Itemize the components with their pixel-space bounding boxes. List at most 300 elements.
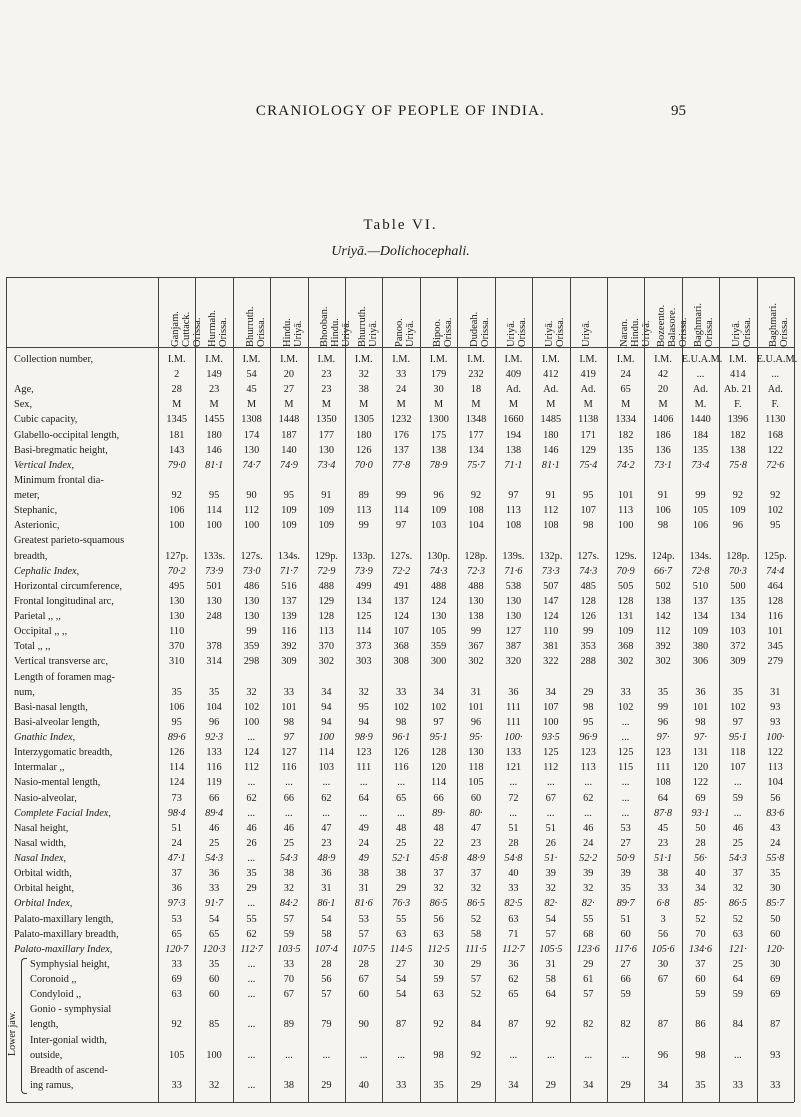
- table-cell: 177: [318, 429, 335, 441]
- table-cell: 137: [692, 595, 709, 607]
- table-cell: 130: [243, 611, 260, 623]
- row-label: Basi-nasal length,: [14, 701, 88, 713]
- table-cell: 31: [770, 686, 781, 698]
- table-cell: 60: [470, 792, 482, 804]
- table-cell: ...: [397, 807, 406, 819]
- row-label: Nasal width,: [14, 837, 67, 849]
- table-cell: 73·3: [541, 565, 560, 577]
- table-cell: 64: [732, 974, 744, 986]
- table-cell: 74·2: [616, 459, 635, 471]
- column-header: [693, 283, 716, 347]
- table-cell: 58: [545, 974, 556, 986]
- table-cell: ...: [285, 777, 293, 789]
- table-cell: 98: [583, 701, 594, 713]
- running-title: CRANIOLOGY OF PEOPLE OF INDIA.: [255, 103, 546, 119]
- table-cell: 29: [620, 1079, 631, 1091]
- row-label: Orbital Index,: [14, 898, 73, 910]
- table-cell: 135: [730, 595, 746, 607]
- table-cell: 65: [620, 384, 631, 396]
- column-header: [506, 283, 529, 347]
- table-cell: 104: [206, 701, 222, 713]
- table-cell: I.M.: [167, 354, 186, 365]
- table-cell: 168: [767, 429, 783, 441]
- table-cell: 98: [657, 520, 669, 532]
- table-cell: 98: [396, 716, 407, 728]
- table-cell: ...: [584, 777, 593, 789]
- table-cell: 134·6: [688, 943, 713, 955]
- table-cell: ...: [247, 958, 256, 970]
- table-cell: 86·5: [429, 898, 448, 910]
- table-cell: 85: [208, 1019, 220, 1031]
- table-cell: 137: [281, 595, 297, 607]
- table-cell: ...: [322, 777, 331, 789]
- table-cell: 130: [468, 747, 484, 759]
- table-cell: 24: [396, 384, 407, 396]
- table-cell: ...: [247, 1019, 256, 1031]
- table-cell: 55: [246, 913, 257, 925]
- table-cell: 23: [208, 384, 220, 396]
- table-cell: 133p.: [352, 550, 376, 562]
- table-cell: 138: [730, 444, 746, 456]
- table-cell: 123·6: [576, 943, 600, 955]
- table-cell: 66: [620, 974, 631, 986]
- column-header-text: Bhurruth. Uriyā.: [356, 306, 379, 347]
- table-cell: 130: [243, 444, 260, 456]
- table-cell: 60: [208, 974, 220, 986]
- table-cell: ...: [247, 853, 256, 865]
- table-cell: 118: [730, 747, 746, 759]
- table-cell: 310: [168, 656, 185, 668]
- table-cell: 70: [695, 928, 706, 940]
- table-cell: Ab. 21: [723, 384, 752, 396]
- table-cell: 112·5: [427, 943, 450, 955]
- table-cell: 34: [433, 686, 444, 698]
- table-cell: 36: [695, 686, 706, 698]
- table-cell: 130: [168, 611, 185, 623]
- table-bottom-rule: [6, 1102, 794, 1103]
- column-header-text: Bozeento. Balasore. Orissa.: [656, 304, 690, 347]
- table-cell: 107: [730, 762, 746, 774]
- table-cell: 89·6: [167, 732, 186, 744]
- table-cell: 60: [358, 989, 369, 1001]
- table-cell: 25: [732, 837, 744, 849]
- table-cell: ...: [397, 1049, 406, 1061]
- table-cell: 52: [470, 989, 482, 1001]
- table-cell: 177: [468, 429, 484, 441]
- row-label: Orbital width,: [14, 868, 72, 880]
- table-cell: 64: [358, 792, 369, 804]
- table-cell: 72·6: [766, 459, 785, 471]
- lower-jaw-label: Lower jaw.: [7, 1011, 18, 1056]
- row-label: ing ramus,: [30, 1079, 74, 1091]
- table-cell: 279: [767, 656, 783, 668]
- table-cell: 102: [767, 505, 783, 517]
- table-cell: 111: [356, 762, 372, 774]
- table-cell: 1348: [465, 414, 487, 426]
- table-cell: 1485: [540, 414, 562, 426]
- table-cell: 126: [356, 444, 372, 456]
- table-cell: 1300: [428, 414, 449, 426]
- table-cell: Ad.: [692, 384, 709, 396]
- table-cell: 92: [470, 490, 482, 502]
- table-cell: 130: [243, 595, 260, 607]
- table-cell: 57: [321, 989, 332, 1001]
- table-cell: 95·: [469, 732, 483, 744]
- column-header: [244, 283, 267, 347]
- table-cell: 94: [321, 701, 332, 713]
- row-label: Orbital height,: [14, 883, 75, 895]
- table-cell: 137: [393, 444, 409, 456]
- table-cell: 128p.: [464, 550, 488, 562]
- table-cell: ...: [734, 1049, 742, 1061]
- table-cell: 1350: [316, 414, 337, 426]
- table-cell: 98: [283, 716, 295, 728]
- table-cell: ...: [546, 807, 555, 819]
- table-cell: 372: [730, 641, 746, 653]
- table-cell: 97: [732, 716, 744, 728]
- table-cell: 180: [356, 429, 372, 441]
- table-cell: 127s.: [390, 550, 413, 562]
- table-cell: 95: [283, 490, 295, 502]
- table-cell: 35: [770, 868, 781, 880]
- table-cell: 121: [505, 762, 522, 774]
- table-cell: 92: [433, 1019, 444, 1031]
- table-cell: 42: [657, 369, 669, 381]
- table-cell: 46: [246, 822, 257, 834]
- table-cell: 488: [430, 580, 447, 592]
- table-cell: 23: [657, 837, 669, 849]
- table-cell: 81·1: [541, 459, 560, 471]
- table-cell: 89·7: [616, 898, 635, 910]
- column-header-text: Bhooban. Hindu. Uriyā.: [319, 306, 353, 347]
- row-label: Nasal Index,: [14, 853, 67, 865]
- table-cell: 24: [620, 369, 631, 381]
- table-cell: 128: [580, 595, 596, 607]
- table-cell: 125: [543, 747, 559, 759]
- table-cell: 92: [470, 1049, 482, 1061]
- table-cell: 381: [543, 641, 559, 653]
- table-cell: 1406: [652, 414, 674, 426]
- table-cell: 96·1: [392, 732, 411, 744]
- table-cell: 129: [580, 444, 596, 456]
- table-cell: M: [172, 399, 182, 411]
- column-header-text: Ganjam. Cuttack. Orissa.: [169, 311, 203, 347]
- table-cell: 114: [431, 777, 447, 789]
- table-cell: 67: [657, 974, 669, 986]
- table-cell: 94: [321, 716, 332, 728]
- table-cell: 98: [583, 520, 594, 532]
- table-cell: 138: [468, 611, 484, 623]
- table-cell: 37: [171, 868, 182, 880]
- table-cell: 33: [620, 686, 631, 698]
- table-cell: M: [434, 399, 444, 411]
- table-cell: 392: [655, 641, 671, 653]
- table-cell: ...: [509, 807, 518, 819]
- row-label: Occipital ,, ,,: [14, 626, 68, 638]
- table-cell: 100: [243, 520, 260, 532]
- table-cell: 124: [243, 747, 260, 759]
- table-cell: 116: [767, 611, 783, 623]
- table-cell: 105: [692, 505, 709, 517]
- table-cell: 129: [318, 595, 335, 607]
- table-cell: 128: [430, 747, 447, 759]
- table-cell: 72·8: [691, 565, 710, 577]
- table-cell: 409: [505, 369, 522, 381]
- row-label: Total ,, ,,: [14, 641, 51, 653]
- table-cell: 359: [430, 641, 447, 653]
- row-label: Intermalar ,,: [14, 762, 65, 774]
- table-cell: 131: [692, 747, 709, 759]
- table-cell: M: [471, 399, 481, 411]
- table-cell: 109: [281, 505, 297, 517]
- table-cell: 87·8: [654, 807, 673, 819]
- table-cell: 359: [243, 641, 260, 653]
- table-cell: 127p.: [165, 550, 189, 562]
- table-cell: 74·3: [429, 565, 448, 577]
- table-cell: 29: [321, 1079, 332, 1091]
- table-cell: 109: [281, 520, 297, 532]
- table-cell: 96: [470, 716, 482, 728]
- table-cell: 96·9: [579, 732, 598, 744]
- table-cell: 72·3: [466, 565, 485, 577]
- row-label: num,: [14, 686, 35, 698]
- table-cell: 112: [543, 762, 559, 774]
- table-cell: 50: [695, 822, 706, 834]
- table-cell: 130: [430, 611, 447, 623]
- table-cell: 112: [543, 505, 559, 517]
- table-cell: 80·: [469, 807, 483, 819]
- table-cell: 53: [620, 822, 631, 834]
- table-cell: 99: [657, 701, 669, 713]
- column-header-text: Baghmari. Orissa.: [768, 302, 791, 347]
- table-cell: 128: [617, 595, 634, 607]
- table-cell: 62: [246, 792, 257, 804]
- table-cell: 64: [657, 792, 669, 804]
- table-cell: 137: [393, 595, 409, 607]
- table-cell: 306: [692, 656, 709, 668]
- table-cell: 35: [208, 958, 220, 970]
- table-cell: 47: [321, 822, 332, 834]
- table-cell: 134: [468, 444, 484, 456]
- table-cell: I.M.: [205, 354, 223, 365]
- table-cell: 108: [468, 505, 484, 517]
- table-cell: I.M.: [616, 354, 635, 365]
- row-label: Horizontal circumference,: [14, 580, 123, 592]
- table-cell: I.M.: [467, 354, 485, 365]
- table-cell: 63: [433, 928, 444, 940]
- table-cell: 22: [433, 837, 444, 849]
- table-cell: 187: [281, 429, 297, 441]
- table-cell: 102: [430, 701, 447, 713]
- table-cell: 95: [208, 490, 220, 502]
- column-header: [582, 283, 594, 347]
- table-cell: 72: [508, 792, 519, 804]
- table-cell: ...: [247, 989, 256, 1001]
- table-cell: 414: [730, 369, 746, 381]
- table-cell: 73·9: [354, 565, 373, 577]
- table-cell: I.M.: [280, 354, 298, 365]
- table-cell: 70: [283, 974, 295, 986]
- table-cell: ...: [247, 777, 256, 789]
- table-cell: 25: [283, 837, 295, 849]
- table-cell: 368: [617, 641, 634, 653]
- table-cell: 125p.: [763, 550, 787, 562]
- table-cell: 74·3: [579, 565, 598, 577]
- table-cell: 36: [171, 883, 182, 895]
- table-cell: 302: [655, 656, 671, 668]
- table-cell: 59: [695, 989, 706, 1001]
- table-cell: 139: [281, 611, 297, 623]
- table-cell: 102: [730, 701, 746, 713]
- table-cell: 113: [580, 762, 596, 774]
- table-cell: 100: [206, 520, 222, 532]
- table-cell: 34: [657, 1079, 669, 1091]
- table-cell: 33: [171, 958, 182, 970]
- table-cell: 55: [396, 913, 407, 925]
- row-label: Greatest parieto-squamous: [14, 535, 125, 547]
- table-cell: 33: [208, 883, 220, 895]
- table-cell: 28: [508, 837, 519, 849]
- table-cell: 99: [695, 490, 706, 502]
- table-cell: 105·5: [539, 943, 563, 955]
- table-cell: 29: [246, 883, 257, 895]
- table-cell: 106: [692, 520, 709, 532]
- table-cell: 111·5: [465, 943, 487, 955]
- table-cell: 63: [508, 913, 519, 925]
- column-header-text: Bhurruth. Orissa.: [244, 306, 267, 347]
- table-cell: 488: [468, 580, 484, 592]
- table-cell: 54·3: [728, 853, 747, 865]
- table-cell: 68: [583, 928, 594, 940]
- table-cell: 85·: [694, 898, 707, 910]
- table-cell: F.: [734, 399, 742, 411]
- table-cell: 56: [433, 913, 444, 925]
- table-cell: 134: [356, 595, 372, 607]
- table-cell: 108: [655, 777, 671, 789]
- table-cell: 510: [692, 580, 709, 592]
- table-cell: 120·: [766, 943, 785, 955]
- table-cell: ...: [359, 1049, 368, 1061]
- table-cell: M: [246, 399, 257, 411]
- table-cell: 485: [580, 580, 596, 592]
- table-cell: Ad.: [767, 384, 783, 396]
- table-cell: 1440: [690, 414, 711, 426]
- table-cell: 79·0: [167, 459, 186, 471]
- table-cell: 174: [243, 429, 260, 441]
- row-label: Sex,: [14, 399, 33, 411]
- table-cell: 130: [505, 611, 522, 623]
- table-cell: 45: [246, 384, 257, 396]
- table-cell: 117·6: [614, 943, 637, 955]
- table-cell: 109: [692, 626, 709, 638]
- table-cell: 54: [396, 989, 407, 1001]
- table-cell: 1138: [578, 414, 599, 426]
- table-cell: 128: [767, 595, 783, 607]
- table-cell: 25: [732, 958, 744, 970]
- table-cell: 29: [583, 958, 594, 970]
- column-header-text: Panoo. Uriyā.: [394, 318, 417, 347]
- table-cell: 125: [356, 611, 372, 623]
- table-cell: 113: [318, 626, 334, 638]
- table-cell: 59: [283, 928, 295, 940]
- table-cell: 171: [580, 429, 596, 441]
- table-cell: 302: [468, 656, 484, 668]
- table-cell: 97·: [694, 732, 707, 744]
- table-cell: 71·7: [279, 565, 298, 577]
- table-cell: 81·6: [354, 898, 373, 910]
- table-cell: 33: [657, 883, 669, 895]
- table-cell: ...: [696, 369, 705, 381]
- table-cell: 95: [171, 716, 182, 728]
- table-cell: 380: [692, 641, 709, 653]
- table-cell: 38: [283, 1079, 295, 1091]
- table-cell: 101: [767, 626, 783, 638]
- row-label: Length of foramen mag-: [14, 671, 115, 683]
- row-label: Breadth of ascend-: [30, 1064, 108, 1076]
- table-cell: 85·7: [766, 898, 785, 910]
- column-header: [431, 283, 454, 347]
- table-cell: 133s.: [203, 550, 226, 562]
- table-cell: 27: [620, 837, 631, 849]
- table-cell: 99: [470, 626, 482, 638]
- table-cell: I.M.: [541, 354, 560, 365]
- table-cell: 60: [620, 928, 631, 940]
- column-header: [656, 283, 690, 347]
- table-cell: 29: [545, 1079, 556, 1091]
- table-cell: 96: [208, 716, 220, 728]
- table-cell: 51: [508, 822, 519, 834]
- table-cell: 47: [470, 822, 482, 834]
- table-cell: 112: [243, 762, 260, 774]
- table-cell: 367: [468, 641, 484, 653]
- table-cell: I.M.: [504, 354, 523, 365]
- table-cell: 57: [283, 913, 295, 925]
- table-cell: 93·1: [691, 807, 710, 819]
- table-cell: 127: [505, 626, 522, 638]
- table-cell: 109: [318, 520, 335, 532]
- row-label: Cephalic Index,: [14, 565, 80, 577]
- table-cell: 99: [583, 626, 594, 638]
- table-cell: 90: [358, 1019, 369, 1031]
- table-cell: ...: [397, 777, 406, 789]
- table-cell: 124: [430, 595, 447, 607]
- table-cell: 63: [433, 989, 444, 1001]
- table-cell: 48: [433, 822, 444, 834]
- table-cell: 1448: [278, 414, 300, 426]
- table-cell: 130: [318, 444, 335, 456]
- table-subtitle: Uriyā.—Dolichocephali.: [331, 244, 470, 259]
- table-cell: 31: [358, 883, 369, 895]
- table-cell: 105·6: [651, 943, 675, 955]
- table-cell: 97: [433, 716, 444, 728]
- column-header: [169, 283, 203, 347]
- table-cell: 59: [732, 792, 744, 804]
- table-cell: 103: [430, 520, 447, 532]
- table-cell: 106: [168, 505, 185, 517]
- table-cell: 106: [168, 701, 185, 713]
- table-cell: M: [396, 399, 406, 411]
- table-cell: ...: [285, 1049, 293, 1061]
- table-cell: 54: [246, 369, 257, 381]
- table-cell: 36: [508, 686, 519, 698]
- table-cell: Ad.: [580, 384, 596, 396]
- table-cell: 32: [545, 883, 556, 895]
- row-label: Palato-maxillary breadth,: [14, 928, 119, 940]
- table-cell: 134s.: [277, 550, 300, 562]
- table-cell: 6·8: [656, 898, 670, 910]
- table-cell: 77·8: [392, 459, 411, 471]
- table-cell: 47·1: [167, 853, 186, 865]
